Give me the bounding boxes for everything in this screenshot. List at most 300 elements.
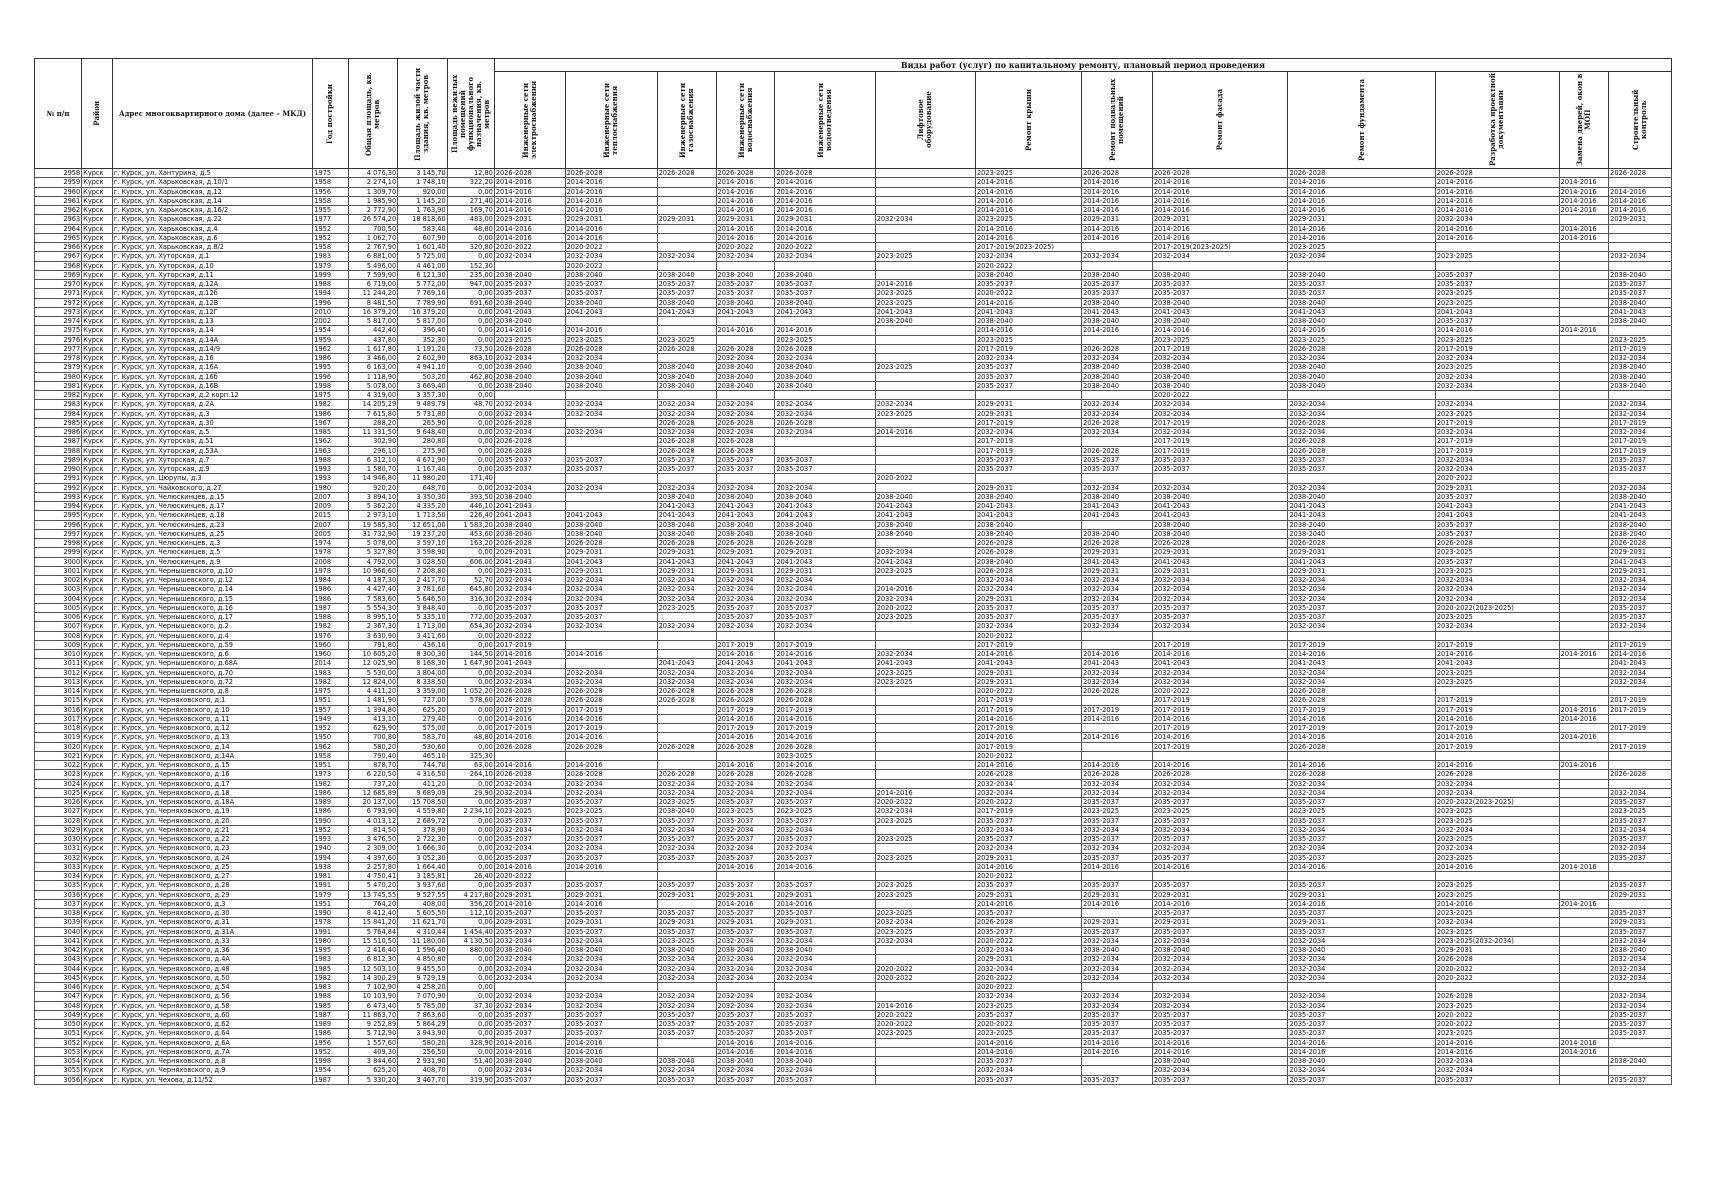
table-cell: [657, 1047, 716, 1056]
table-cell: г. Курск, ул. Хуторская, д.14: [112, 326, 312, 335]
table-cell: 2032-2034: [716, 825, 775, 834]
col-header-living-area: Площадь жилой части здания, кв. метров: [398, 59, 448, 169]
table-cell: 2035-2037: [657, 1075, 716, 1084]
table-cell: 2032-2034: [494, 354, 565, 363]
table-cell: 2035-2037: [494, 1029, 565, 1038]
table-cell: 2035-2037: [565, 835, 657, 844]
table-cell: 9 689,09: [398, 788, 448, 797]
table-cell: 1960: [313, 640, 348, 649]
table-cell: 2026-2028: [494, 437, 565, 446]
table-cell: 2032-2034: [1288, 483, 1435, 492]
table-cell: 2026-2028: [657, 696, 716, 705]
table-cell: г. Курск, ул. Черняховского, д.14А: [112, 751, 312, 760]
table-cell: 580,20: [348, 742, 398, 751]
table-cell: Курск: [82, 492, 113, 501]
table-cell: 2997: [35, 529, 82, 538]
table-cell: 2020-2022: [875, 474, 975, 483]
table-cell: 2026-2028: [494, 418, 565, 427]
table-row: [35, 548, 1672, 557]
col-header-heating: Инженерные сети теплоснабжения: [565, 72, 657, 169]
table-cell: [875, 992, 975, 1001]
table-cell: 2032-2034: [1082, 409, 1153, 418]
table-cell: 2014-2016: [875, 428, 975, 437]
table-cell: 1995: [313, 363, 348, 372]
table-row: [35, 1001, 1672, 1010]
table-cell: 271,40: [447, 196, 494, 205]
table-cell: 2038-2040: [494, 298, 565, 307]
table-cell: 1962: [313, 344, 348, 353]
table-cell: 2041-2043: [1435, 502, 1559, 511]
col-header-construction-control: Строительный контроль: [1609, 72, 1672, 169]
table-cell: Курск: [82, 215, 113, 224]
table-cell: Курск: [82, 687, 113, 696]
table-cell: 3008: [35, 631, 82, 640]
table-row: [35, 816, 1672, 825]
table-cell: 2014-2016: [565, 650, 657, 659]
table-cell: 2041-2043: [565, 557, 657, 566]
table-cell: 3 844,60: [348, 1057, 398, 1066]
table-cell: 1980: [313, 936, 348, 945]
table-cell: Курск: [82, 465, 113, 474]
table-cell: 2041-2043: [1288, 511, 1435, 520]
table-cell: 2038-2040: [716, 270, 775, 279]
table-cell: 2017-2019: [975, 418, 1081, 427]
table-cell: Курск: [82, 659, 113, 668]
table-cell: 2014-2016: [775, 206, 875, 215]
table-cell: 2032-2034: [565, 677, 657, 686]
table-cell: 2023-2025: [657, 335, 716, 344]
table-cell: Курск: [82, 206, 113, 215]
table-cell: 2958: [35, 169, 82, 178]
table-cell: [875, 335, 975, 344]
table-cell: 2035-2037: [716, 881, 775, 890]
table-cell: 2014-2016: [975, 733, 1081, 742]
table-cell: 7 599,90: [348, 270, 398, 279]
table-cell: [1609, 714, 1672, 723]
table-cell: 2032-2034: [1609, 668, 1672, 677]
table-cell: 2029-2031: [494, 918, 565, 927]
table-cell: 2026-2028: [775, 696, 875, 705]
table-cell: 48,80: [447, 224, 494, 233]
table-cell: 2032-2034: [1082, 992, 1153, 1001]
table-cell: 2041-2043: [1082, 659, 1153, 668]
table-cell: 4 310,44: [398, 927, 448, 936]
table-cell: 0,00: [447, 1029, 494, 1038]
table-cell: Курск: [82, 455, 113, 464]
table-cell: 2029-2031: [1082, 215, 1153, 224]
table-cell: г. Курск, ул. Хуторская, д.14А: [112, 335, 312, 344]
table-cell: 2041-2043: [1609, 511, 1672, 520]
table-cell: [975, 474, 1081, 483]
table-cell: 2035-2037: [1609, 603, 1672, 612]
table-cell: 2032-2034: [716, 409, 775, 418]
table-cell: 6 312,10: [348, 455, 398, 464]
table-cell: 2035-2037: [1152, 853, 1288, 862]
table-cell: 3016: [35, 705, 82, 714]
table-cell: Курск: [82, 344, 113, 353]
table-cell: 2038-2040: [1288, 372, 1435, 381]
table-cell: 15 708,50: [398, 798, 448, 807]
table-cell: [1559, 317, 1609, 326]
table-cell: 2014-2016: [1152, 899, 1288, 908]
table-cell: [875, 233, 975, 242]
table-cell: 1988: [313, 992, 348, 1001]
table-cell: 2026-2028: [975, 539, 1081, 548]
table-cell: [565, 317, 657, 326]
table-cell: 4 130,50: [447, 936, 494, 945]
table-cell: г. Курск, ул. Хуторская, д.16В: [112, 381, 312, 390]
table-cell: 2032-2034: [494, 955, 565, 964]
table-cell: 3 411,60: [398, 631, 448, 640]
table-cell: 2014-2016: [775, 178, 875, 187]
table-cell: 2032-2034: [1152, 1001, 1288, 1010]
table-cell: 3034: [35, 872, 82, 881]
table-cell: 2014-2016: [716, 206, 775, 215]
table-cell: 1959: [313, 335, 348, 344]
table-cell: 2026-2028: [1152, 169, 1288, 178]
table-cell: 2032-2034: [657, 594, 716, 603]
table-row: [35, 798, 1672, 807]
table-cell: 2032-2034: [1288, 409, 1435, 418]
table-cell: 2035-2037: [775, 1075, 875, 1084]
table-cell: 0,00: [447, 835, 494, 844]
table-cell: 2014-2016: [1435, 233, 1559, 242]
table-cell: 2035-2037: [1152, 1075, 1288, 1084]
table-cell: 2988: [35, 446, 82, 455]
table-cell: 2041-2043: [875, 557, 975, 566]
table-cell: г. Курск, ул. Черняховского, д.48: [112, 964, 312, 973]
table-cell: 1980: [313, 483, 348, 492]
table-cell: [1559, 835, 1609, 844]
table-cell: 2035-2037: [716, 1075, 775, 1084]
table-cell: 2032-2034: [1082, 428, 1153, 437]
table-cell: 2017-2019: [1609, 696, 1672, 705]
table-cell: 2026-2028: [775, 169, 875, 178]
table-cell: 2014-2016: [1559, 705, 1609, 714]
table-row: [35, 280, 1672, 289]
table-cell: [875, 761, 975, 770]
table-cell: 2007: [313, 520, 348, 529]
table-cell: 2023-2025: [975, 169, 1081, 178]
table-cell: 4 076,30: [348, 169, 398, 178]
table-cell: 3053: [35, 1047, 82, 1056]
table-cell: 2032-2034: [1082, 585, 1153, 594]
table-cell: г. Курск, ул. Чехова, д.11/52: [112, 1075, 312, 1084]
table-cell: 3 028,50: [398, 557, 448, 566]
table-cell: [875, 983, 975, 992]
table-cell: 4 217,80: [447, 890, 494, 899]
table-cell: 1993: [313, 835, 348, 844]
table-cell: 2029-2031: [1082, 548, 1153, 557]
table-row: [35, 372, 1672, 381]
table-cell: 2035-2037: [975, 465, 1081, 474]
table-cell: 2014-2016: [975, 1047, 1081, 1056]
table-cell: 3019: [35, 733, 82, 742]
table-cell: 2035-2037: [716, 603, 775, 612]
table-cell: 2032-2034: [1435, 585, 1559, 594]
table-cell: [875, 742, 975, 751]
table-cell: 2032-2034: [975, 964, 1081, 973]
table-cell: 1 167,40: [398, 465, 448, 474]
table-cell: 2038-2040: [975, 492, 1081, 501]
table-cell: 2041-2043: [494, 659, 565, 668]
table-cell: 0,00: [447, 317, 494, 326]
table-cell: 1 580,70: [348, 465, 398, 474]
table-cell: 5 335,10: [398, 613, 448, 622]
table-cell: 2032-2034: [975, 1066, 1081, 1075]
table-cell: [1559, 474, 1609, 483]
table-cell: 2038-2040: [657, 529, 716, 538]
table-cell: 3048: [35, 1001, 82, 1010]
table-cell: 2041-2043: [716, 557, 775, 566]
table-cell: 2029-2031: [1152, 215, 1288, 224]
table-cell: 4 258,20: [398, 983, 448, 992]
table-cell: 2035-2037: [1152, 455, 1288, 464]
table-cell: 2032-2034: [657, 1001, 716, 1010]
table-cell: [1152, 872, 1288, 881]
table-cell: 2014-2016: [1559, 650, 1609, 659]
table-cell: [1609, 1038, 1672, 1047]
table-cell: 2032-2034: [1082, 622, 1153, 631]
table-cell: [875, 187, 975, 196]
table-cell: 2032-2034: [1082, 844, 1153, 853]
table-cell: [1559, 631, 1609, 640]
table-cell: 2014-2016: [1435, 187, 1559, 196]
table-cell: 2017-2019: [1609, 705, 1672, 714]
table-cell: 2014-2016: [1082, 1047, 1153, 1056]
table-cell: Курск: [82, 862, 113, 871]
table-cell: 2032-2034: [1609, 788, 1672, 797]
table-cell: 2038-2040: [1082, 492, 1153, 501]
table-cell: 2032-2034: [716, 1001, 775, 1010]
table-cell: 2014-2016: [1288, 862, 1435, 871]
table-cell: 2023-2025: [1609, 807, 1672, 816]
table-cell: 2035-2037: [1152, 927, 1288, 936]
table-cell: [1152, 631, 1288, 640]
table-cell: 2026-2028: [657, 742, 716, 751]
table-cell: 2038-2040: [657, 807, 716, 816]
table-cell: 2038-2040: [775, 529, 875, 538]
table-cell: 1984: [313, 576, 348, 585]
col-header-address: Адрес многоквартирного дома (далее – МКД): [112, 59, 312, 169]
table-cell: 2035-2037: [565, 1020, 657, 1029]
table-cell: [875, 872, 975, 881]
table-cell: 2032-2034: [494, 594, 565, 603]
table-cell: 2038-2040: [657, 492, 716, 501]
table-cell: 2982: [35, 391, 82, 400]
table-cell: 2032-2034: [716, 973, 775, 982]
table-cell: 409,30: [348, 1047, 398, 1056]
table-cell: 2035-2037: [1288, 881, 1435, 890]
table-cell: 2020-2022: [494, 872, 565, 881]
table-cell: 2035-2037: [657, 835, 716, 844]
table-cell: [716, 261, 775, 270]
table-cell: Курск: [82, 196, 113, 205]
table-cell: 0,00: [447, 862, 494, 871]
table-cell: 2032-2034: [1082, 594, 1153, 603]
table-cell: 2014-2016: [1288, 650, 1435, 659]
table-cell: 2032-2034: [657, 825, 716, 834]
table-cell: 2032-2034: [1152, 354, 1288, 363]
table-cell: 2041-2043: [975, 502, 1081, 511]
table-row: [35, 298, 1672, 307]
table-cell: 2035-2037: [775, 280, 875, 289]
table-cell: 2035-2037: [494, 881, 565, 890]
table-cell: 2023-2025: [1435, 298, 1559, 307]
table-cell: 2032-2034: [657, 788, 716, 797]
table-cell: 2032-2034: [716, 576, 775, 585]
table-cell: Курск: [82, 520, 113, 529]
table-cell: 2972: [35, 298, 82, 307]
table-cell: 2032-2034: [875, 936, 975, 945]
table-cell: 2032-2034: [1288, 677, 1435, 686]
table-cell: 2023-2025: [875, 835, 975, 844]
table-cell: 2996: [35, 520, 82, 529]
table-cell: [657, 1038, 716, 1047]
table-cell: 2014-2016: [1435, 196, 1559, 205]
table-cell: [1609, 751, 1672, 760]
table-cell: 2017-2019: [1152, 696, 1288, 705]
table-cell: 2038-2040: [1152, 1057, 1288, 1066]
table-cell: 2041-2043: [1609, 557, 1672, 566]
table-cell: 2014-2016: [716, 733, 775, 742]
table-row: [35, 178, 1672, 187]
table-cell: [1559, 992, 1609, 1001]
table-cell: 2029-2031: [1288, 890, 1435, 899]
table-cell: [1082, 1057, 1153, 1066]
table-cell: 5 362,20: [348, 502, 398, 511]
table-cell: 0,00: [447, 677, 494, 686]
table-cell: 1982: [313, 677, 348, 686]
table-cell: [1559, 428, 1609, 437]
table-cell: 2032-2034: [875, 400, 975, 409]
table-cell: г. Курск, ул. Харьковская, д.6: [112, 233, 312, 242]
table-cell: 3010: [35, 650, 82, 659]
table-cell: 393,50: [447, 492, 494, 501]
table-cell: 2038-2040: [975, 529, 1081, 538]
table-cell: Курск: [82, 798, 113, 807]
table-row: [35, 668, 1672, 677]
table-cell: 0,00: [447, 418, 494, 427]
table-cell: 2032-2034: [1288, 779, 1435, 788]
table-cell: 2041-2043: [875, 511, 975, 520]
table-cell: 2014-2016: [975, 650, 1081, 659]
table-cell: 5 330,20: [348, 1075, 398, 1084]
table-cell: 2035-2037: [1152, 909, 1288, 918]
table-cell: 2020-2022: [1435, 1010, 1559, 1019]
table-cell: 2026-2028: [1288, 446, 1435, 455]
table-cell: 2017-2019(2023-2025): [1152, 243, 1288, 252]
table-cell: 2973: [35, 307, 82, 316]
table-cell: 2032-2034: [716, 955, 775, 964]
table-cell: 12 651,00: [398, 520, 448, 529]
table-cell: 3 804,00: [398, 668, 448, 677]
table-cell: 2032-2034: [875, 918, 975, 927]
table-cell: 2032-2034: [1609, 825, 1672, 834]
table-cell: [657, 761, 716, 770]
table-cell: 11 980,20: [398, 474, 448, 483]
table-cell: г. Курск, ул. Черняховского, д.1: [112, 696, 312, 705]
table-cell: 2014-2016: [716, 187, 775, 196]
table-cell: 2014-2016: [565, 178, 657, 187]
table-cell: 2014-2016: [1435, 224, 1559, 233]
table-cell: 2023-2025: [1435, 853, 1559, 862]
table-cell: 2041-2043: [657, 511, 716, 520]
table-cell: 2014-2016: [775, 650, 875, 659]
table-cell: [875, 1047, 975, 1056]
table-cell: 2041-2043: [1152, 502, 1288, 511]
table-cell: 1958: [313, 243, 348, 252]
table-cell: 2032-2034: [565, 1066, 657, 1075]
table-cell: 2014-2016: [1288, 733, 1435, 742]
table-row: [35, 640, 1672, 649]
table-cell: 2026-2028: [1435, 169, 1559, 178]
table-cell: 3013: [35, 677, 82, 686]
table-cell: 264,10: [447, 770, 494, 779]
table-cell: 2020-2022: [975, 751, 1081, 760]
table-cell: 3029: [35, 825, 82, 834]
table-cell: 2029-2031: [1435, 483, 1559, 492]
table-cell: 2035-2037: [565, 280, 657, 289]
table-cell: 265,90: [398, 418, 448, 427]
table-cell: [1559, 529, 1609, 538]
table-cell: 2032-2034: [1435, 465, 1559, 474]
table-cell: 2032-2034: [494, 400, 565, 409]
table-cell: 2035-2037: [657, 465, 716, 474]
table-cell: 2029-2031: [775, 215, 875, 224]
table-cell: 2032-2034: [565, 955, 657, 964]
table-cell: [1559, 751, 1609, 760]
table-cell: Курск: [82, 409, 113, 418]
table-cell: [875, 437, 975, 446]
table-cell: 2014-2016: [565, 761, 657, 770]
table-cell: г. Курск, ул. Черняховского, д.18А: [112, 798, 312, 807]
table-cell: г. Курск, ул. Чернышевского, д.16: [112, 603, 312, 612]
table-cell: 2035-2037: [775, 603, 875, 612]
table-cell: Курск: [82, 881, 113, 890]
table-cell: 2035-2037: [657, 1020, 716, 1029]
table-cell: 5 785,00: [398, 1001, 448, 1010]
table-cell: 2032-2034: [1435, 788, 1559, 797]
table-cell: 0,00: [447, 825, 494, 834]
table-cell: 2032-2034: [494, 788, 565, 797]
table-cell: 3002: [35, 576, 82, 585]
table-cell: [1609, 733, 1672, 742]
table-cell: 2029-2031: [975, 955, 1081, 964]
table-cell: [1152, 751, 1288, 760]
table-cell: [1609, 224, 1672, 233]
table-cell: 275,90: [398, 446, 448, 455]
table-cell: [1082, 983, 1153, 992]
table-cell: [1082, 520, 1153, 529]
table-cell: 580,20: [398, 1038, 448, 1047]
table-cell: 2035-2037: [1082, 816, 1153, 825]
table-cell: 2023-2025: [775, 335, 875, 344]
table-cell: г. Курск, ул. Черняховского, д.50: [112, 973, 312, 982]
table-cell: 2035-2037: [494, 1010, 565, 1019]
table-row: [35, 909, 1672, 918]
table-cell: [875, 465, 975, 474]
table-cell: 12 503,10: [348, 964, 398, 973]
table-cell: 1951: [313, 696, 348, 705]
table-cell: 2032-2034: [657, 585, 716, 594]
table-cell: 2038-2040: [716, 372, 775, 381]
table-cell: 2029-2031: [1609, 548, 1672, 557]
table-cell: [1609, 899, 1672, 908]
table-cell: 2032-2034: [1152, 844, 1288, 853]
table-cell: 1960: [313, 650, 348, 659]
table-cell: 2032-2034: [1435, 372, 1559, 381]
